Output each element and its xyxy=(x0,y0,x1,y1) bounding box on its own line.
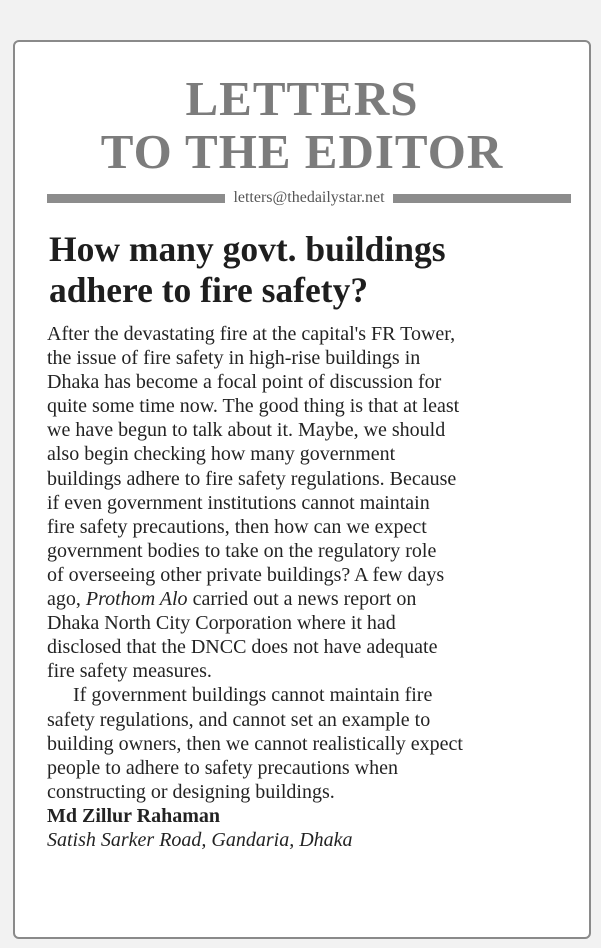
letters-to-editor-card xyxy=(13,40,591,939)
author-name: Md Zillur Rahaman xyxy=(47,804,220,827)
letter-headline xyxy=(49,229,579,311)
author-address: Satish Sarker Road, Gandaria, Dhaka xyxy=(47,828,353,851)
body-line: Dhaka North City Corporation where it had xyxy=(47,612,396,635)
body-line: constructing or designing buildings. xyxy=(47,780,335,803)
headline-line-2: adhere to fire safety? xyxy=(49,270,369,310)
masthead-line-1: LETTERS xyxy=(185,71,419,126)
body-line: After the devastating fire at the capital's FR Tower, xyxy=(47,323,456,345)
body-line: people to adhere to safety precautions when xyxy=(47,756,398,779)
body-line-with-publication xyxy=(47,587,587,611)
email-row xyxy=(47,187,571,209)
left-rule xyxy=(47,194,225,203)
body-line: the issue of fire safety in high-rise buildings in xyxy=(47,347,421,370)
body-line: buildings adhere to fire safety regulations. Because xyxy=(47,467,457,490)
body-line: government bodies to take on the regulatory role xyxy=(47,539,437,562)
section-masthead xyxy=(15,72,589,178)
body-line: of overseeing other private buildings? A few days xyxy=(47,563,445,586)
letter-body xyxy=(47,322,587,852)
body-line: safety regulations, and cannot set an example to xyxy=(47,708,431,731)
publication-name: Prothom Alo xyxy=(85,588,188,611)
body-text: carried out a news report on xyxy=(187,588,417,611)
body-line: quite some time now. The good thing is that at least xyxy=(47,395,460,418)
editor-email: letters@thedailystar.net xyxy=(233,189,385,206)
headline-line-1: How many govt. buildings xyxy=(49,229,446,269)
body-line: fire safety precautions, then how can we expect xyxy=(47,515,427,538)
body-line: Dhaka has become a focal point of discussion for xyxy=(47,371,442,394)
body-line: we have begun to talk about it. Maybe, we should xyxy=(47,419,446,442)
right-rule xyxy=(393,194,571,203)
body-line: fire safety measures. xyxy=(47,660,212,683)
body-line: if even government institutions cannot maintain xyxy=(47,491,430,514)
body-line: also begin checking how many government xyxy=(47,443,396,466)
body-line: disclosed that the DNCC does not have adequate xyxy=(47,636,438,659)
masthead-line-2: TO THE EDITOR xyxy=(100,124,504,179)
body-text: ago, xyxy=(47,588,86,611)
body-line: building owners, then we cannot realistically expect xyxy=(47,732,463,755)
body-line: If government buildings cannot maintain fire xyxy=(73,684,433,707)
